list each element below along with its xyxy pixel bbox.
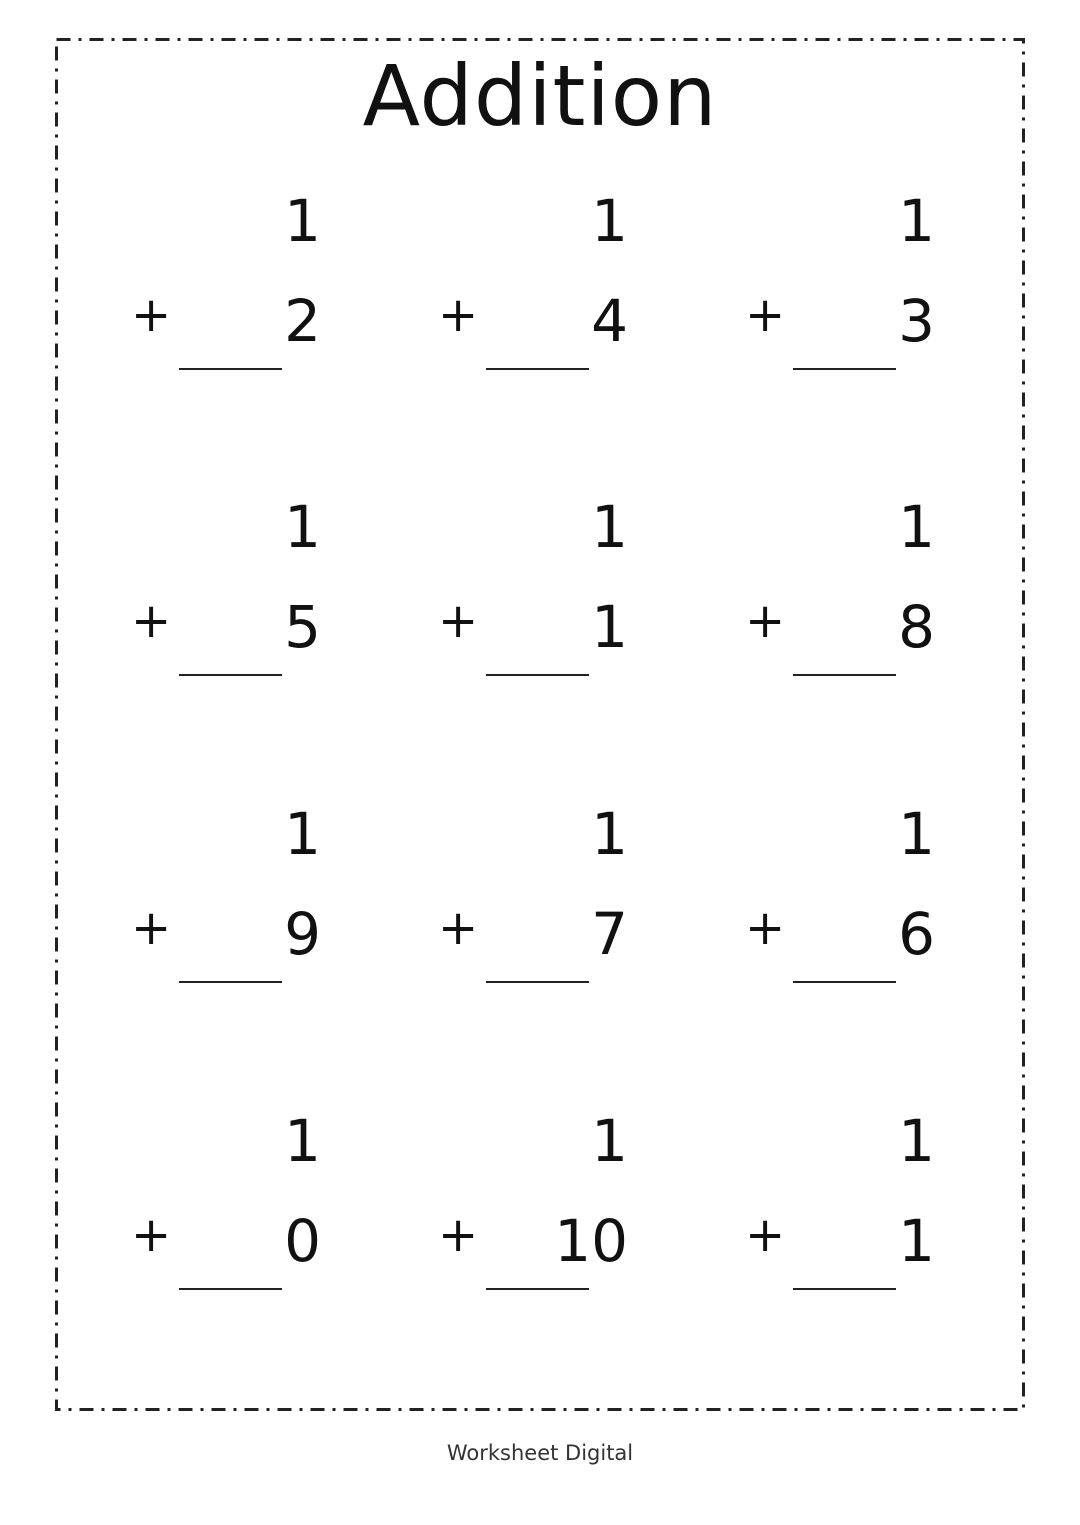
answer-line [486, 674, 589, 676]
answer-line [179, 674, 282, 676]
bottom-addend: 3 [898, 287, 935, 355]
plus-sign: + [438, 1207, 479, 1263]
answer-line [179, 1288, 282, 1290]
problem-11 [438, 1106, 638, 1316]
problem-6 [745, 492, 945, 702]
plus-sign: + [745, 1207, 786, 1263]
plus-sign: + [745, 287, 786, 343]
bottom-addend: 4 [591, 287, 628, 355]
answer-line [793, 1288, 896, 1290]
top-addend: 1 [591, 1107, 628, 1175]
bottom-addend: 1 [591, 593, 628, 661]
answer-line [179, 368, 282, 370]
plus-sign: + [438, 900, 479, 956]
answer-line [179, 981, 282, 983]
bottom-addend: 8 [898, 593, 935, 661]
bottom-addend: 6 [898, 900, 935, 968]
problem-9 [745, 799, 945, 1009]
answer-line [793, 981, 896, 983]
top-addend: 1 [591, 187, 628, 255]
top-addend: 1 [898, 800, 935, 868]
plus-sign: + [438, 287, 479, 343]
top-addend: 1 [284, 1107, 321, 1175]
top-addend: 1 [591, 493, 628, 561]
problem-3 [745, 186, 945, 396]
bottom-addend: 7 [591, 900, 628, 968]
top-addend: 1 [591, 800, 628, 868]
plus-sign: + [131, 900, 172, 956]
problem-12 [745, 1106, 945, 1316]
bottom-addend: 0 [284, 1207, 321, 1275]
bottom-addend: 10 [554, 1207, 628, 1275]
bottom-addend: 2 [284, 287, 321, 355]
problem-4 [131, 492, 331, 702]
plus-sign: + [438, 593, 479, 649]
worksheet-title: Addition [362, 47, 718, 145]
problem-2 [438, 186, 638, 396]
plus-sign: + [131, 593, 172, 649]
bottom-addend: 1 [898, 1207, 935, 1275]
top-addend: 1 [284, 187, 321, 255]
footer-credit: Worksheet Digital [446, 1441, 634, 1465]
answer-line [486, 981, 589, 983]
bottom-addend: 5 [284, 593, 321, 661]
top-addend: 1 [898, 1107, 935, 1175]
answer-line [486, 1288, 589, 1290]
problem-5 [438, 492, 638, 702]
answer-line [793, 674, 896, 676]
bottom-addend: 9 [284, 900, 321, 968]
plus-sign: + [131, 287, 172, 343]
problem-1 [131, 186, 331, 396]
answer-line [486, 368, 589, 370]
problem-7 [131, 799, 331, 1009]
plus-sign: + [745, 900, 786, 956]
top-addend: 1 [284, 800, 321, 868]
problem-10 [131, 1106, 331, 1316]
top-addend: 1 [284, 493, 321, 561]
answer-line [793, 368, 896, 370]
plus-sign: + [745, 593, 786, 649]
top-addend: 1 [898, 493, 935, 561]
problem-8 [438, 799, 638, 1009]
plus-sign: + [131, 1207, 172, 1263]
top-addend: 1 [898, 187, 935, 255]
